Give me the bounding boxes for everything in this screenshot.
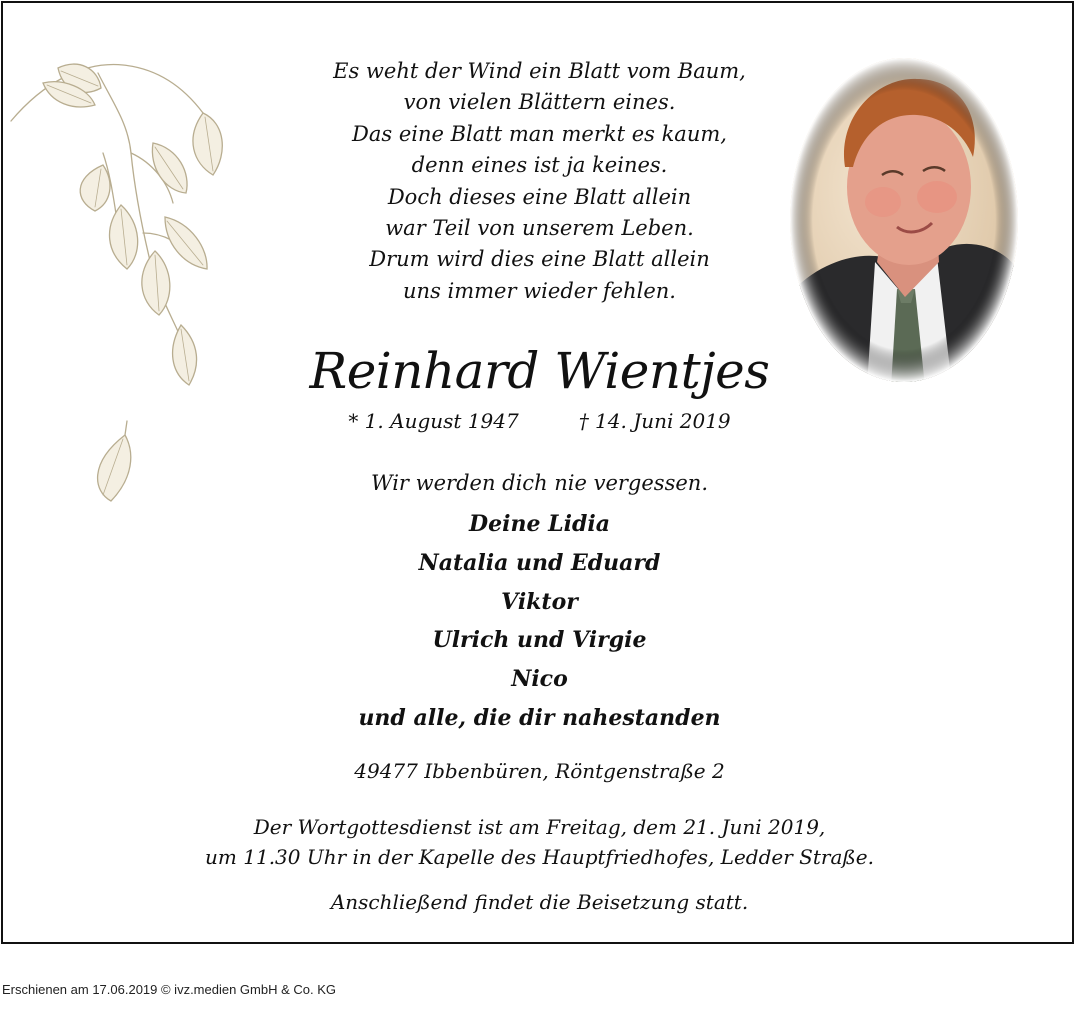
poem-line: war Teil von unserem Leben. bbox=[385, 216, 694, 241]
publication-footer: Erschienen am 17.06.2019 © ivz.medien GmbH & Co. KG bbox=[2, 982, 337, 997]
service-line: Der Wortgottesdienst ist am Freitag, dem 21. Juni 2019, bbox=[253, 815, 826, 839]
poem-line: Das eine Blatt man merkt es kaum, bbox=[352, 121, 727, 146]
mourner: Ulrich und Virgie bbox=[432, 627, 647, 654]
obituary-card bbox=[1, 1, 1074, 944]
poem-line: Es weht der Wind ein Blatt vom Baum, bbox=[333, 59, 746, 83]
poem-line: Doch dieses eine Blatt allein bbox=[387, 184, 692, 209]
poem-line: denn eines ist ja keines. bbox=[411, 153, 668, 178]
mourners-list bbox=[3, 505, 1075, 738]
birth-date: * 1. August 1947 bbox=[348, 409, 519, 433]
service-line: um 11.30 Uhr in der Kapelle des Hauptfriedhofes, Ledder Straße. bbox=[205, 845, 874, 869]
death-date: † 14. Juni 2019 bbox=[578, 409, 731, 433]
service-info bbox=[3, 812, 1075, 872]
mourner: und alle, die dir nahestanden bbox=[358, 704, 721, 731]
mourner: Deine Lidia bbox=[469, 511, 610, 537]
burial-info: Anschließend findet die Beisetzung statt. bbox=[330, 890, 749, 914]
poem-line: Drum wird dies eine Blatt allein bbox=[369, 247, 710, 272]
poem bbox=[3, 56, 1075, 307]
deceased-name: Reinhard Wientjes bbox=[309, 342, 770, 400]
mourner: Natalia und Eduard bbox=[418, 549, 661, 576]
life-dates bbox=[3, 407, 1075, 435]
mourner: Viktor bbox=[501, 588, 578, 615]
poem-line: von vielen Blättern eines. bbox=[403, 90, 676, 115]
address: 49477 Ibbenbüren, Röntgenstraße 2 bbox=[354, 759, 725, 783]
poem-line: uns immer wieder fehlen. bbox=[403, 278, 676, 303]
motto: Wir werden dich nie vergessen. bbox=[370, 471, 708, 495]
mourner: Nico bbox=[511, 666, 568, 693]
